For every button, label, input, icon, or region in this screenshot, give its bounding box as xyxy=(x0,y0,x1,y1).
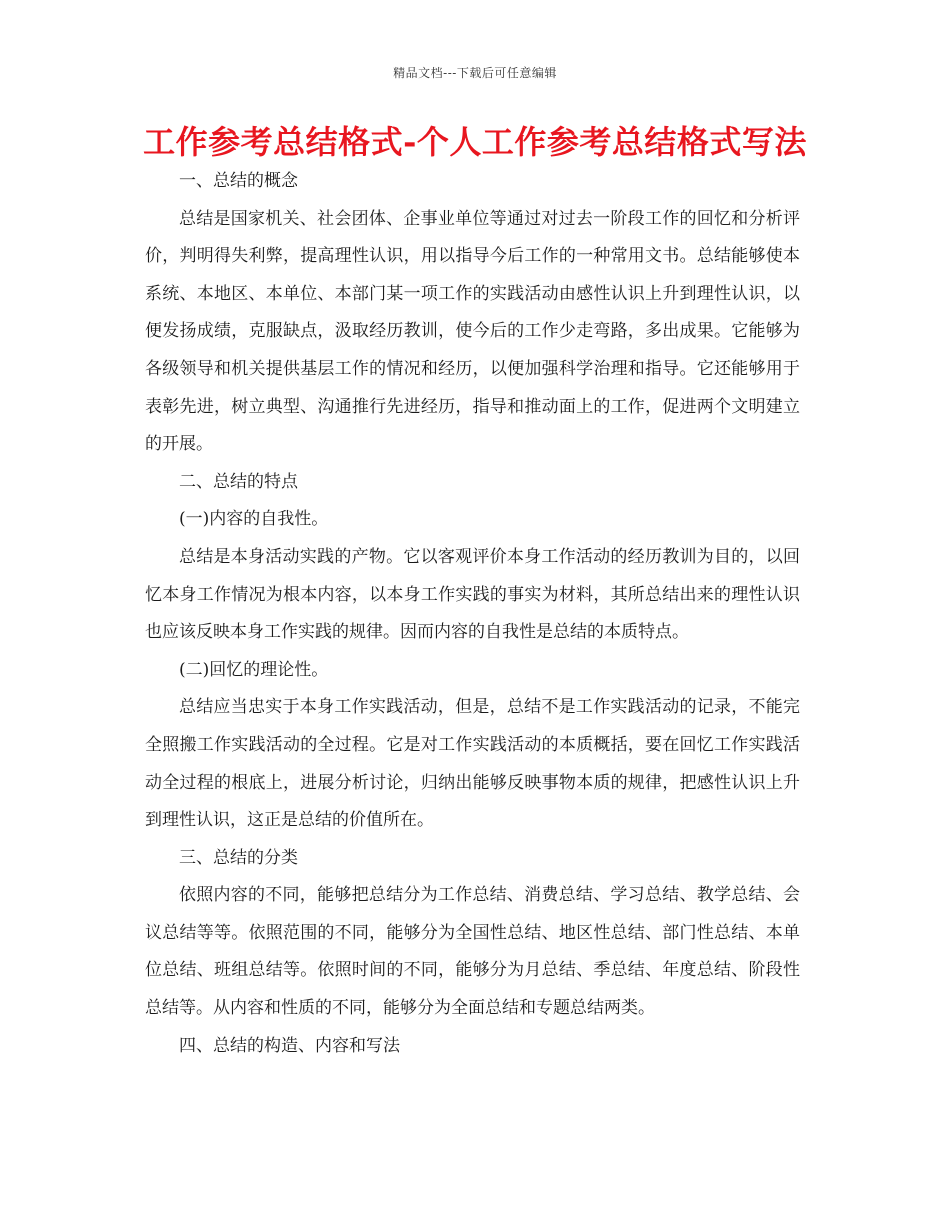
section-heading-concept: 一、总结的概念 xyxy=(179,171,298,191)
page-header: 精品文档---下载后可任意编辑 xyxy=(393,66,557,80)
subheading-self-content: (一)内容的自我性。 xyxy=(179,509,329,530)
paragraph-categories: 依照内容的不同，能够把总结分为工作总结、消费总结、学习总结、教学总结、会议总结等等。依照范围的不同，能够分为全国性总结、地区性总结、部门性总结、本单位总结、班组总结等。依照时间的不同，能够分为月总结、季总结、年度总结、阶段性总结等。从内容和性质的不同，能够分为全面总结和专题总结两类。 xyxy=(145,885,800,1019)
subheading-theoretical: (二)回忆的理论性。 xyxy=(179,659,329,680)
section-heading-categories: 三、总结的分类 xyxy=(179,847,298,868)
paragraph-self-content: 总结是本身活动实践的产物。它以客观评价本身工作活动的经历教训为目的，以回忆本身工作情况为根本内容，以本身工作实践的事实为材料，其所总结出来的理性认识也应该反映本身工作实践的规律。因而内容的自我性是总结的本质特点。 xyxy=(145,546,800,643)
document-title: 工作参考总结格式-个人工作参考总结格式写法 xyxy=(143,123,807,161)
document-body xyxy=(145,163,800,1065)
section-heading-features: 二、总结的特点 xyxy=(179,471,298,492)
section-heading-structure: 四、总结的构造、内容和写法 xyxy=(179,1035,400,1056)
paragraph-theoretical: 总结应当忠实于本身工作实践活动，但是，总结不是工作实践活动的记录，不能完全照搬工作实践活动的全过程。它是对工作实践活动的本质概括，要在回忆工作实践活动全过程的根底上，进展分析讨论，归纳出能够反映事物本质的规律，把感性认识上升到理性认识，这正是总结的价值所在。 xyxy=(145,697,800,831)
paragraph-concept: 总结是国家机关、社会团体、企事业单位等通过对过去一阶段工作的回忆和分析评价，判明得失利弊，提高理性认识，用以指导今后工作的一种常用文书。总结能够使本系统、本地区、本单位、本部门某一项工作的实践活动由感性认识上升到理性认识，以便发扬成绩，克服缺点，汲取经历教训，使今后的工作少走弯路，多出成果。它能够为各级领导和机关提供基层工作的情况和经历，以便加强科学治理和指导。它还能够用于表彰先进，树立典型、沟通推行先进经历，指导和推动面上的工作，促进两个文明建立的开展。 xyxy=(145,208,800,455)
